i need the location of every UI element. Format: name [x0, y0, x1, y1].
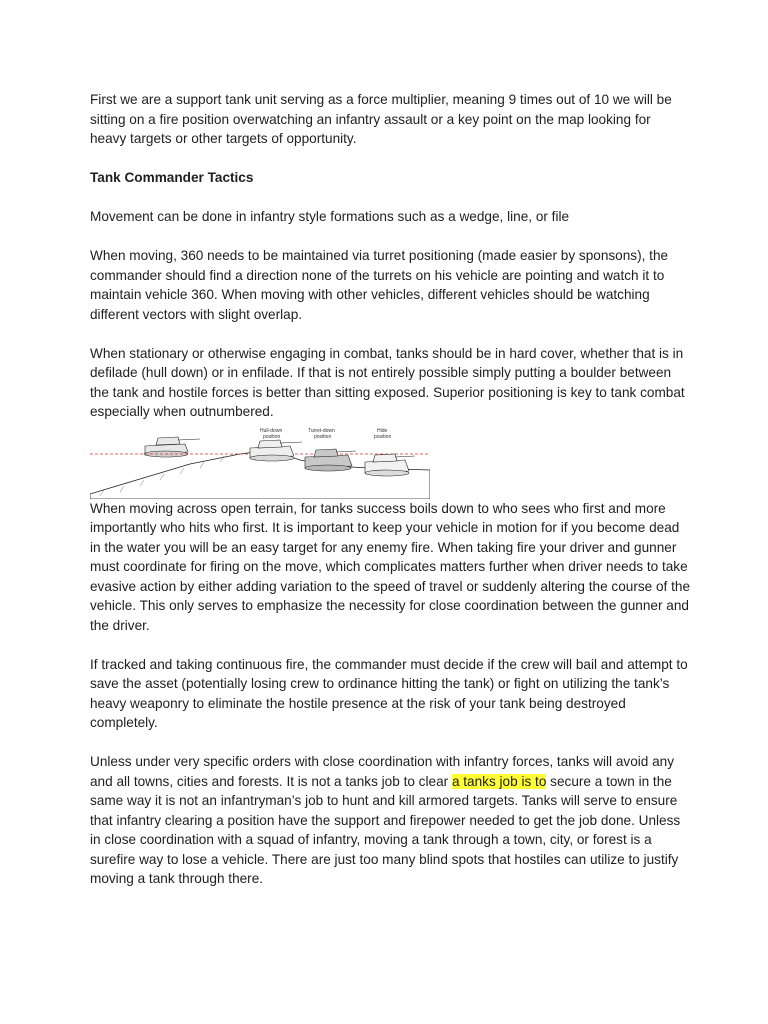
highlighted-text: a tanks job is to: [451, 773, 547, 789]
label-turretdown-2: position: [314, 433, 332, 440]
towns-text-before: Unless under very specific orders with close coordination with infantry forces, tanks will avoid any and all towns, cities and forests. It is not a tanks job to clear: [90, 754, 675, 789]
turretdown-tank-shape: [305, 449, 356, 471]
paragraph-tracked: If tracked and taking continuous fire, the commander must decide if the crew will bail and attempt to save the asset (potentially losing crew to ordinance hitting the tank) or fight on utilizing the tank’s heavy weaponry to eliminate the hostile presence at the risk of your tank being destroyed completely.: [90, 656, 688, 730]
paragraph-intro: First we are a support tank unit serving as a force multiplier, meaning 9 times out of 10 we will be sitting on a fire position overwatching an infantry assault or a key point on the map looking for heavy targets or other targets of opportunity.: [90, 92, 672, 146]
hide-tank-shape: [365, 454, 415, 476]
label-turretdown-1: Turret-down: [308, 427, 335, 434]
paragraph-stationary: When stationary or otherwise engaging in combat, tanks should be in hard cover, whether that is in defilade (hull down) or in enfilade. If that is not entirely possible simply putting a boulder between the tank and hostile forces is better than sitting exposed. Superior positioning is key to tank combat especially when outnumbered.: [90, 345, 685, 419]
document-page: [90, 90, 690, 908]
label-hulldown-1: Hull-down: [260, 427, 283, 434]
label-hide-1: Hide: [377, 427, 388, 434]
label-hulldown-2: position: [263, 433, 281, 440]
paragraph-towns: [90, 752, 690, 889]
paragraph-360: When moving, 360 needs to be maintained via turret positioning (made easier by sponsons), the commander should find a direction none of the turrets on his vehicle are pointing and watch it to maintain vehicle 360. When moving with other vehicles, different vehicles should be watching different vectors with slight overlap.: [90, 248, 669, 322]
label-hide-2: position: [374, 433, 392, 440]
paragraph-movement: Movement can be done in infantry style formations such as a wedge, line, or file: [90, 209, 570, 224]
section-heading: Tank Commander Tactics: [90, 170, 254, 185]
paragraph-open-terrain: When moving across open terrain, for tanks success boils down to who sees who first and more importantly who hits who first. It is important to keep your vehicle in motion for if you become dead in the water you will be an easy target for any enemy fire. When taking fire your driver and gunner must coordinate for firing on the move, which complicates matters further when driver needs to take evasive action by either adding variation to the speed of travel or suddenly altering the course of the vehicle. This only serves to emphasize the necessity for close coordination between the gunner and the driver.: [90, 500, 691, 633]
towns-text-after: secure a town in the same way it is not an infantryman’s job to hunt and kill armored targets. Tanks will serve to ensure that infantry clearing a position have the support and firepower needed to get the job done. Unless in close coordination with a squad of infantry, moving a tank through a town, city, or forest is a surefire way to lose a vehicle. There are just too many blind spots that hostiles can utilize to justify moving a tank through there.: [90, 773, 681, 886]
defilade-positions-diagram: [90, 424, 430, 499]
hulldown-tank-shape: [250, 440, 302, 461]
